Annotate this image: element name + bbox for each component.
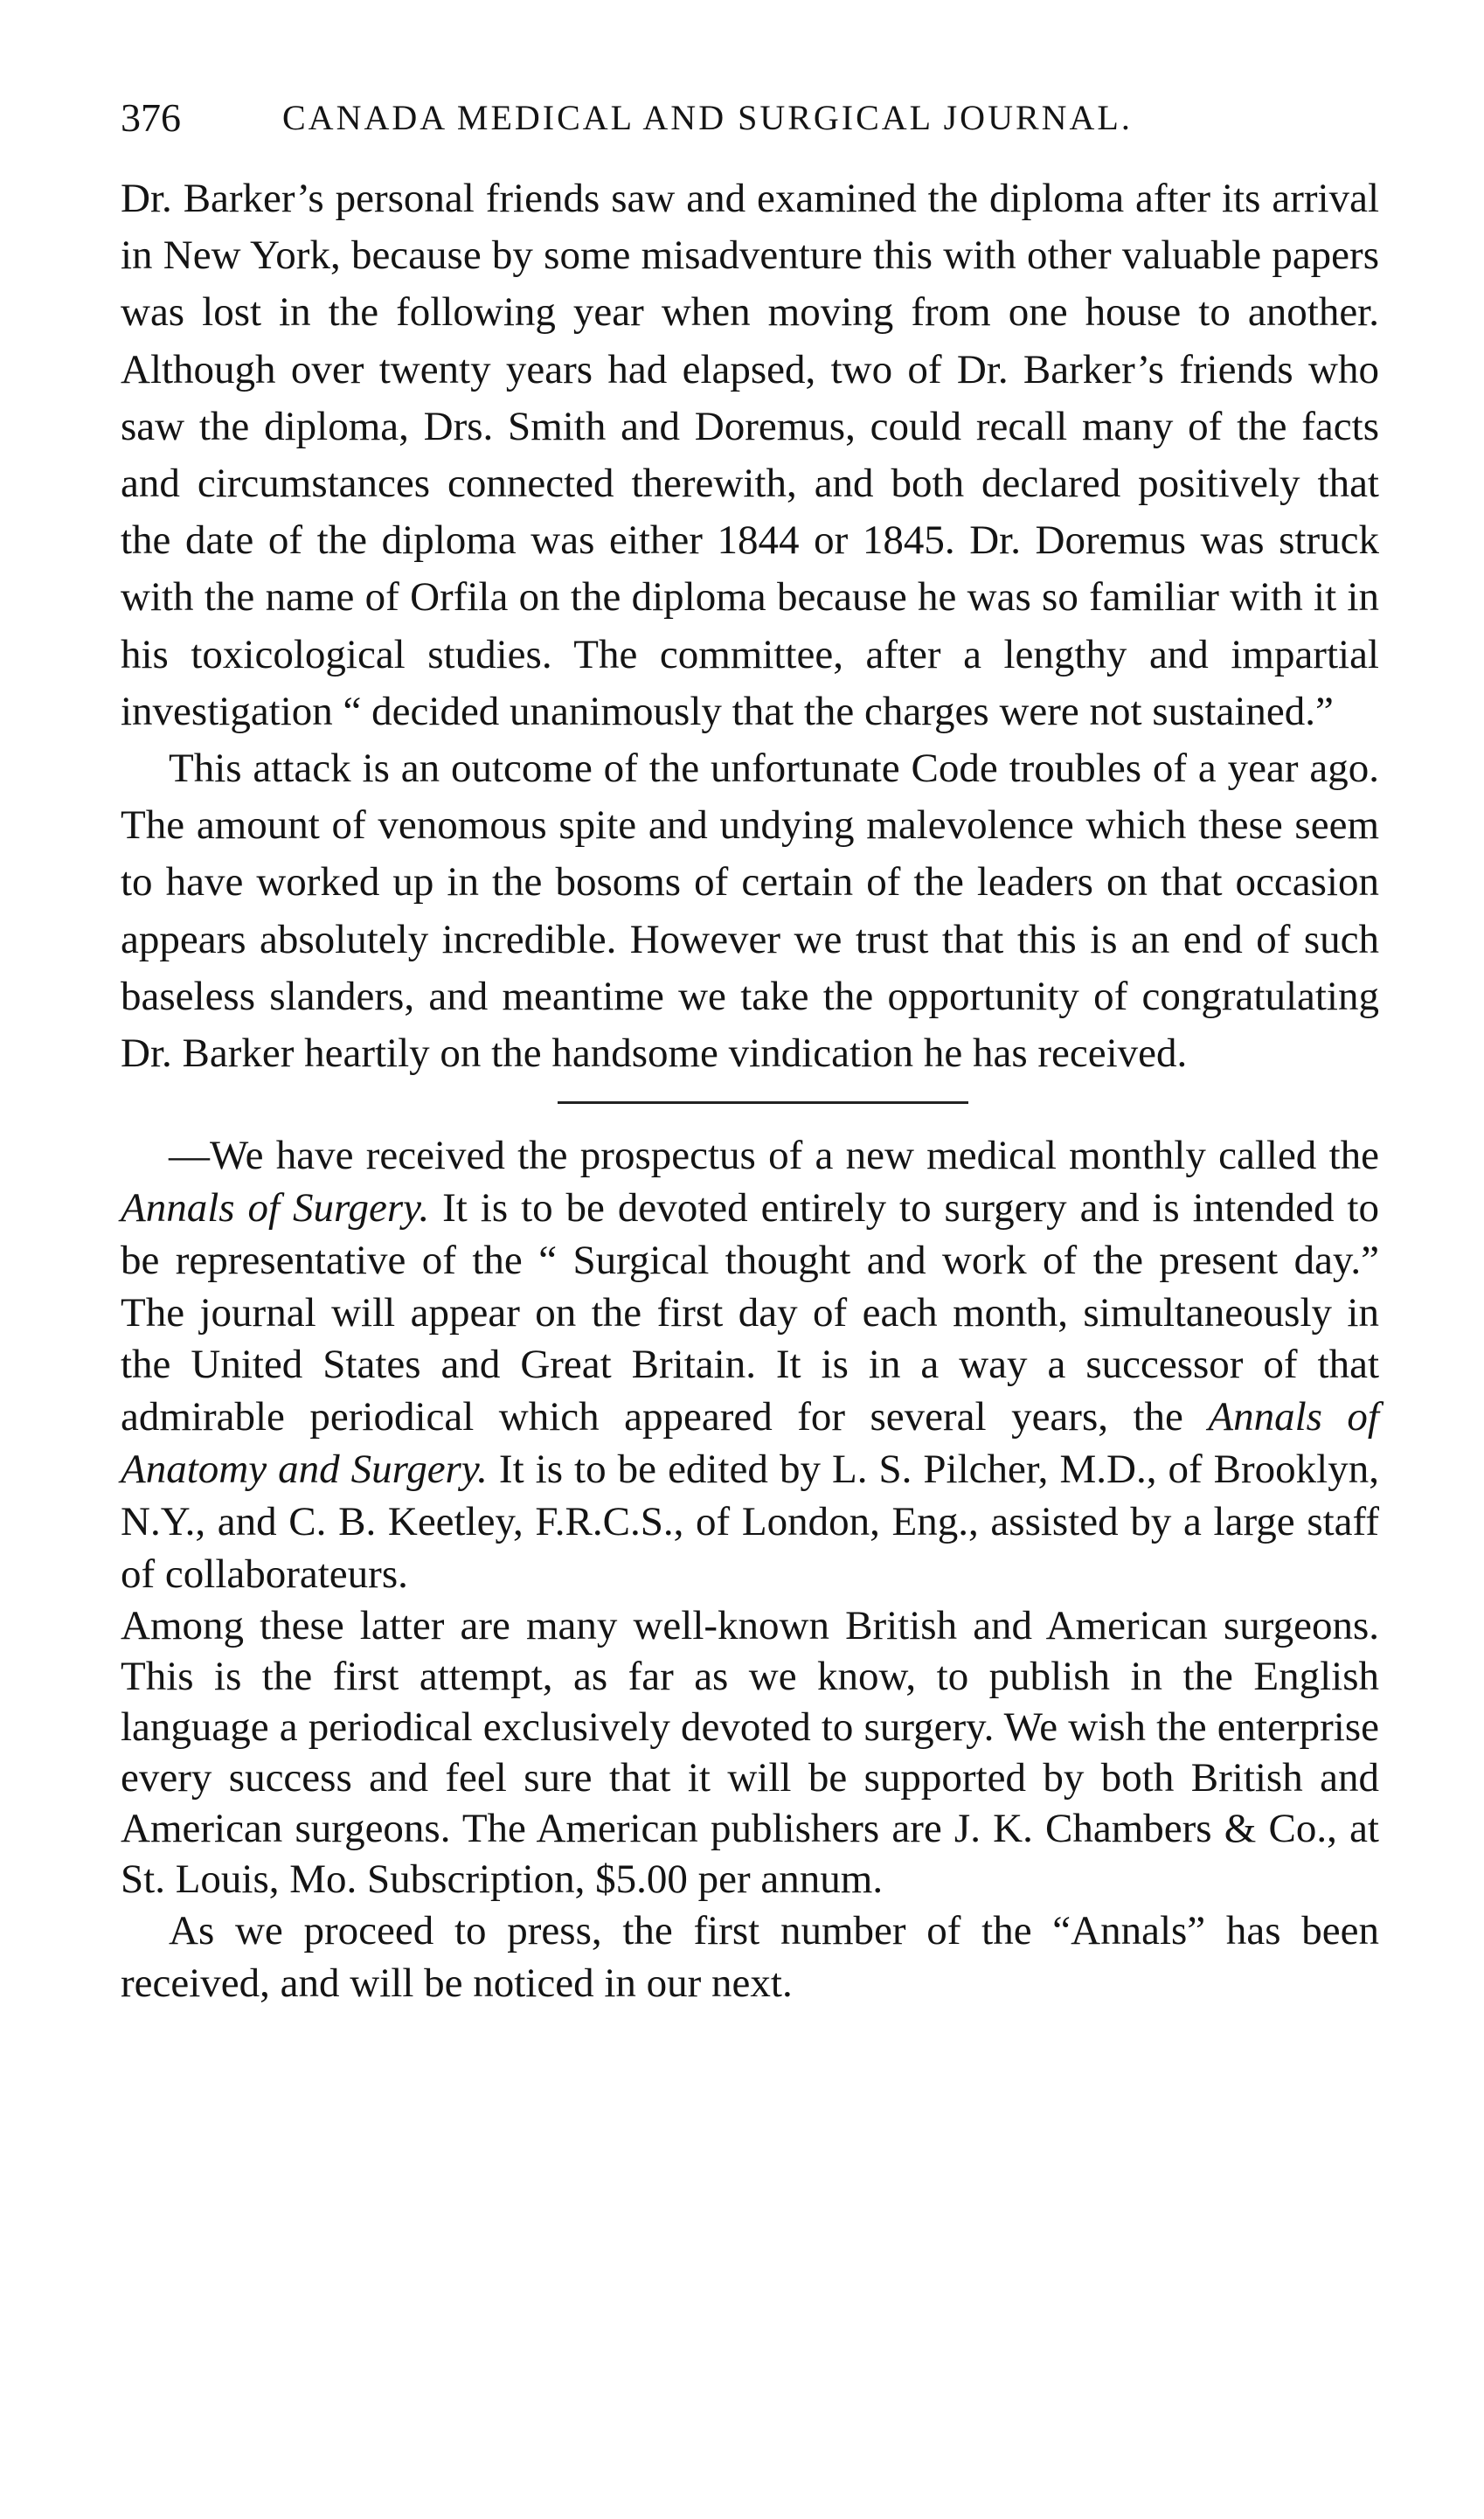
running-head: CANADA MEDICAL AND SURGICAL JOURNAL. (282, 98, 1133, 137)
paragraph-annals-prospectus (121, 1130, 1379, 1600)
page-number: 376 (121, 95, 181, 140)
journal-title-annals-of-anatomy: Annals of Anatomy and Surgery. (121, 1394, 1379, 1493)
prospectus-text-start: —We have received the prospectus of a new medical monthly called the (169, 1133, 1379, 1179)
paragraph-annals-collaborators: Among these latter are many well-known British and American surgeons. This is the first attempt, as far as we know, to publish in the English language a periodical exclusively devoted to surgery. We wish the enterprise every success and feel sure that it will be supported by both British and American surgeons. The American publishers are J. K. Chambers & Co., at St. Louis, Mo. Subscription, $5.00 per annum. (121, 1603, 1379, 1903)
page-header (121, 87, 1379, 149)
section-divider (558, 1101, 968, 1104)
paragraph-diploma: Dr. Barker’s personal friends saw and examined the diploma after its arrival in New York, because by some misadventure this with other valuable papers was lost in the following year when moving from one house to another. Although over twenty years had elapsed, two of Dr. Barker’s friends who saw the diploma, Drs. Smith and Doremus, could recall many of the facts and circumstances connected therewith, and both declared positively that the date of the diploma was either 1844 or 1845. Dr. Doremus was struck with the name of Orfila on the diploma because he was so familiar with it in his toxicological studies. The committee, after a lengthy and impartial investigation “ decided unanimously that the charges were not sustained.” (121, 176, 1379, 734)
paragraph-press-note: As we proceed to press, the first number of the “Annals” has been received, and will be noticed in our next. (121, 1908, 1379, 2007)
paragraph-code-troubles: This attack is an outcome of the unfortunate Code troubles of a year ago. The amount of venomous spite and undying malevolence which these seem to have worked up in the bosoms of certain of the leaders on that occasion appears absolutely incredible. However we trust that this is an end of such baseless slanders, and meantime we take the opportunity of congratulating Dr. Barker heartily on the handsome vindication he has received. (121, 746, 1379, 1077)
prospectus-text-editors: It is to be edited by L. S. Pilcher, M.D., of Brooklyn, N.Y., and C. B. Keetley, F.R.C.S., of London, Eng., assisted by a large staff of collaborateurs. (121, 1447, 1379, 1597)
page-body (121, 170, 1379, 2009)
journal-title-annals-of-surgery: Annals of Surgery. (121, 1185, 430, 1232)
prospectus-text-middle: It is to be devoted entirely to surgery and is intended to be representative of the “ Surgical thought and work of the present day.” The journal will appear on the first day of each month, simultaneously in the United States and Great Britain. It is in a way a successor of that admirable periodical which appeared for several years, the (121, 1185, 1379, 1440)
